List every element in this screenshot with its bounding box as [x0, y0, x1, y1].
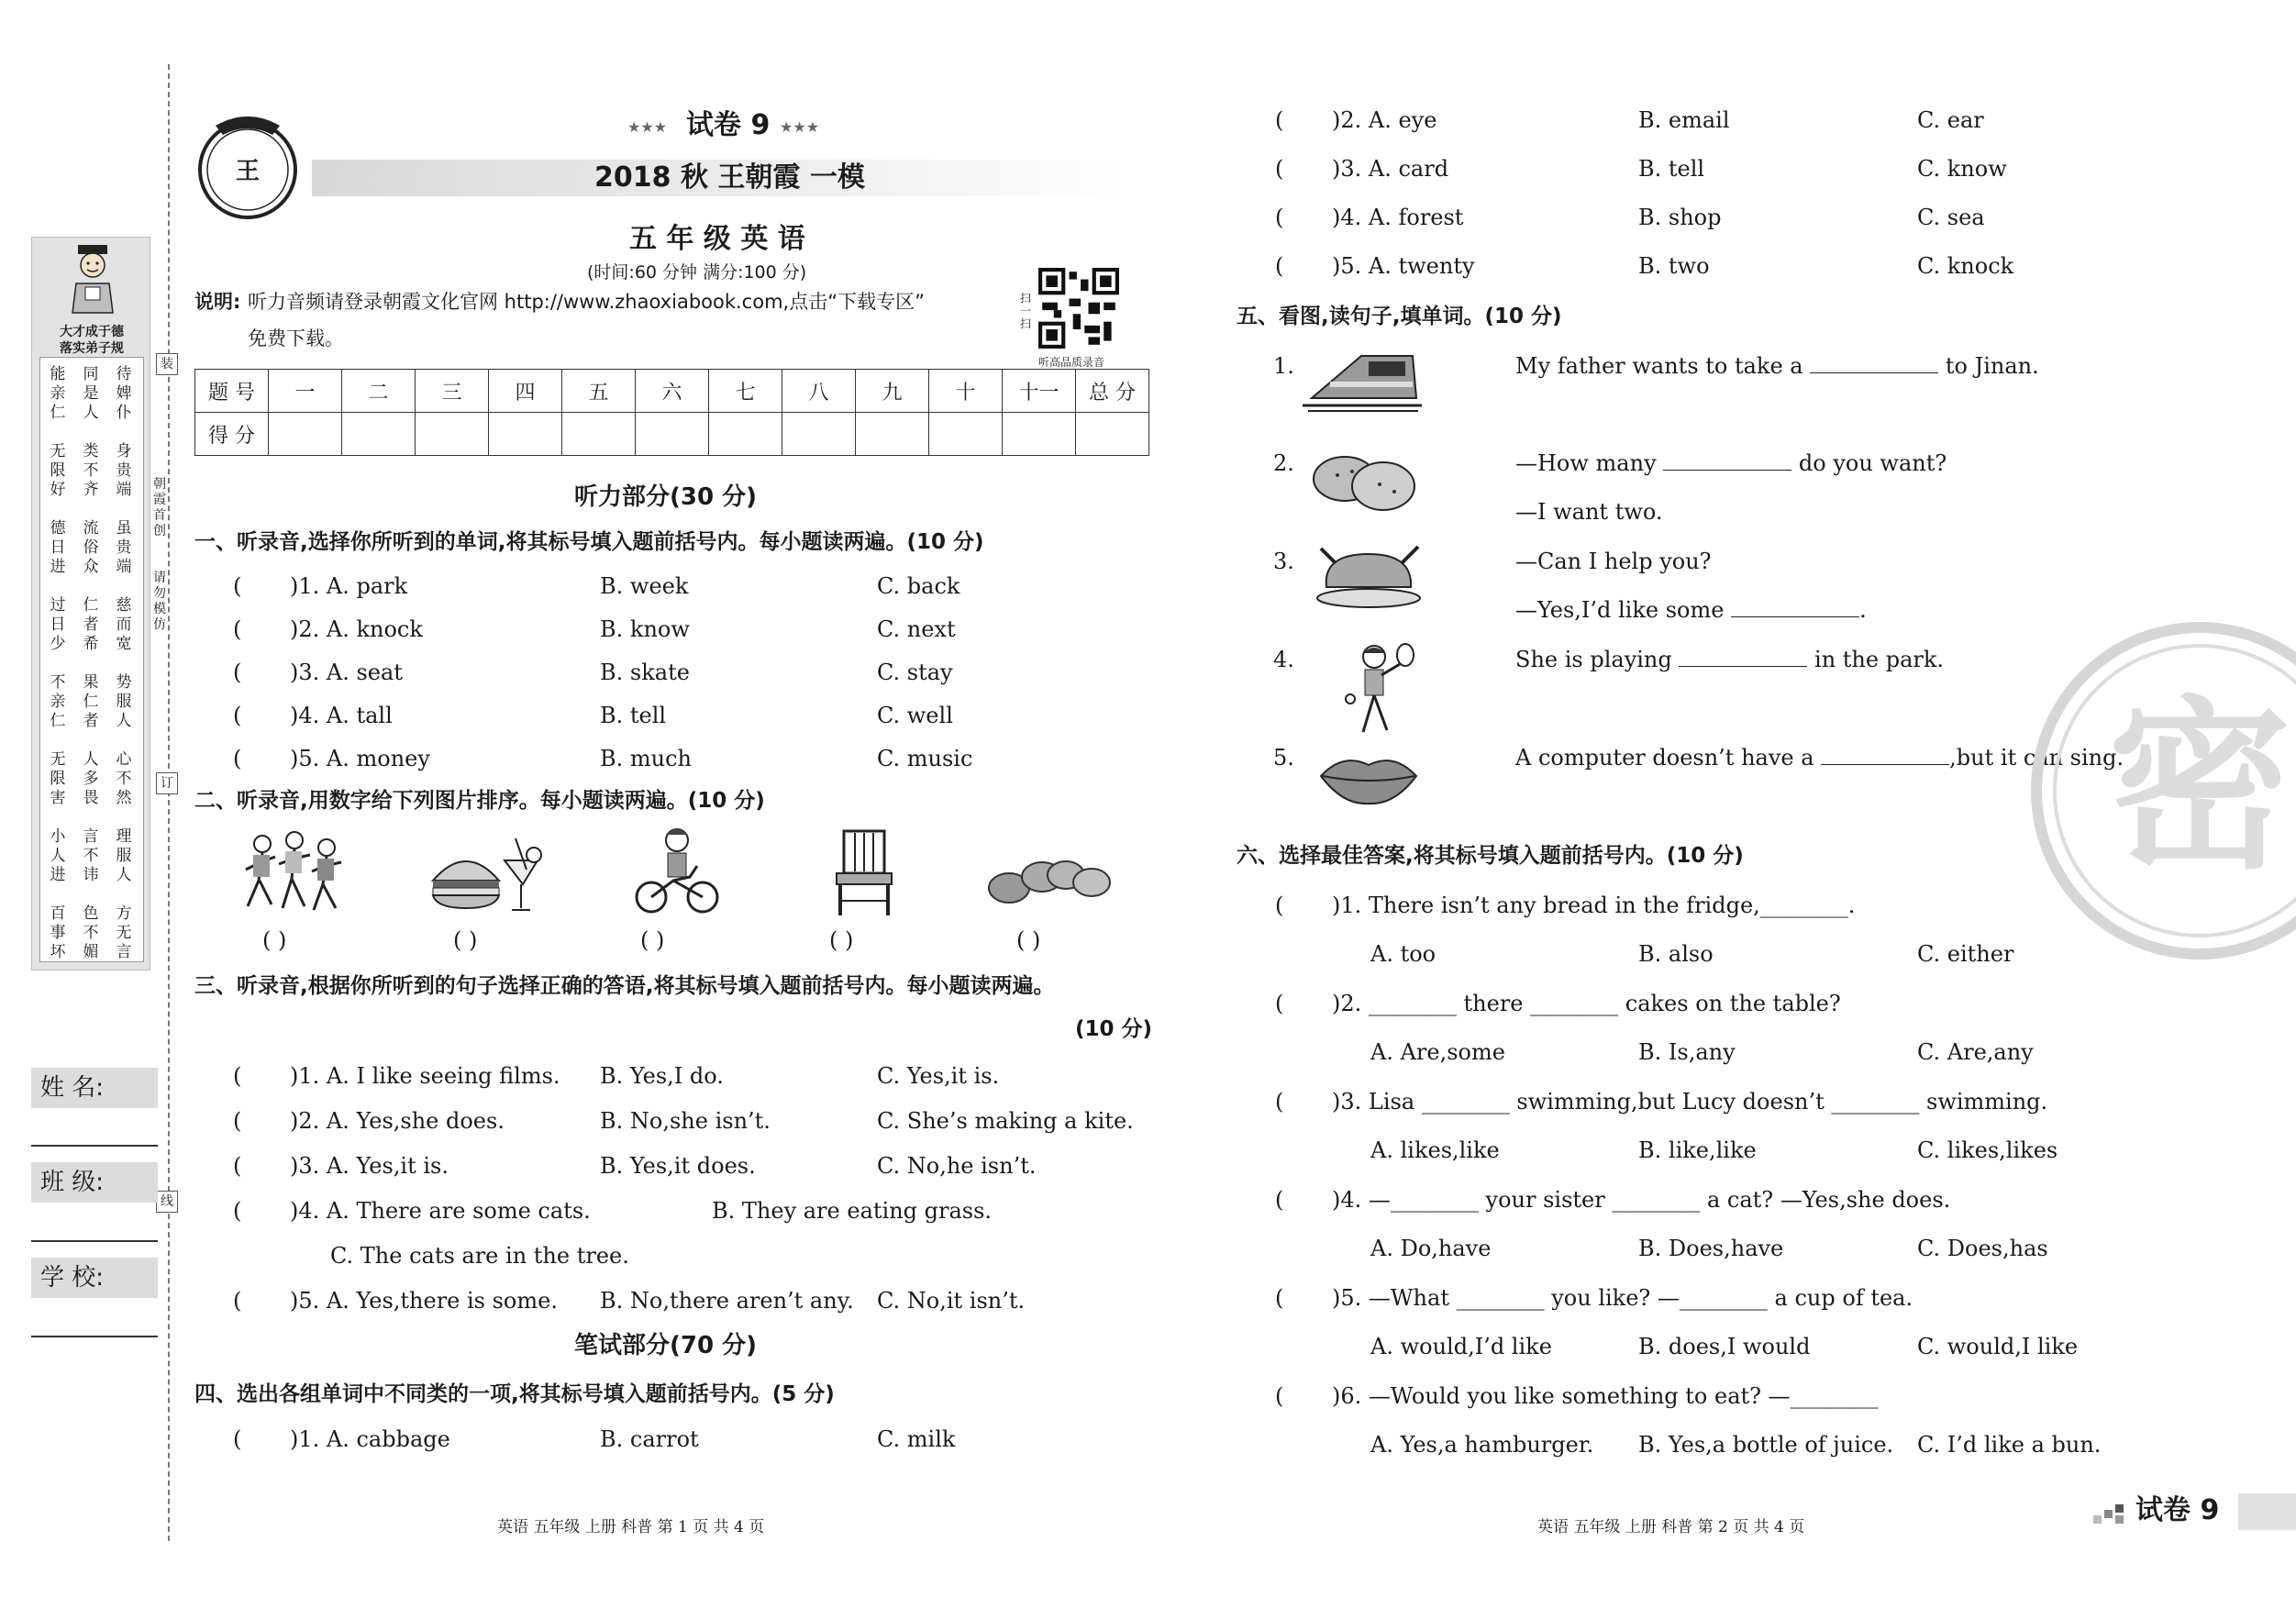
sentence-text: My father wants to take a [1515, 353, 1811, 379]
fill-sentence [1515, 352, 2039, 380]
option-a: )3. A. seat [290, 660, 403, 685]
lips-icon [1317, 749, 1420, 807]
sentence-text: . [1859, 597, 1867, 623]
score-input-cell[interactable] [782, 413, 856, 456]
table-row [195, 370, 1149, 413]
option-c: C. know [1917, 156, 2007, 182]
section-2-title: 二、听录音,用数字给下列图片排序。每小题读两遍。(10 分) [194, 789, 765, 813]
motto-columns [39, 357, 144, 962]
motto-column: 同是人 类不齐 流俗众 仁者希 果仁者 人多畏 言不讳 色不媚 [83, 365, 99, 961]
fill-sentence [1515, 596, 1867, 624]
sentence-text: —How many [1515, 450, 1664, 476]
answer-bracket[interactable]: ( [233, 660, 242, 685]
option-c: C. sea [1917, 205, 1985, 230]
stars-right-icon: ★★★ [780, 118, 820, 136]
table-cell: 四 [489, 370, 562, 413]
answer-bracket[interactable]: ( [1275, 1187, 1284, 1213]
answer-bracket[interactable]: ( [1275, 253, 1284, 279]
table-cell: 三 [416, 370, 489, 413]
class-field[interactable] [31, 1240, 158, 1242]
writing-heading: 笔试部分(70 分) [574, 1332, 757, 1359]
sentence-text: —Can I help you? [1515, 549, 1712, 574]
option-b: B. carrot [600, 1426, 699, 1452]
vertical-note-no-copy: 请勿模仿 [153, 571, 166, 632]
answer-bracket[interactable]: ( [233, 1426, 242, 1452]
sentence-text: A computer doesn’t have a [1515, 745, 1822, 771]
picture-answer-blank[interactable]: ( ) [262, 927, 287, 953]
corner-squares-icon [2093, 1504, 2130, 1525]
option-b: B. They are eating grass. [712, 1198, 993, 1224]
footer-page-1: 英语 五年级 上册 科普 第 1 页 共 4 页 [497, 1518, 765, 1536]
score-input-cell[interactable] [269, 413, 342, 456]
score-input-cell[interactable] [1076, 413, 1149, 456]
time-info: (时间:60 分钟 满分:100 分) [587, 262, 807, 283]
svg-text:密: 密 [2107, 681, 2292, 894]
answer-blank[interactable] [1821, 745, 1949, 765]
sentence-text: do you want? [1791, 450, 1947, 476]
option-a: A. likes,like [1370, 1137, 1500, 1163]
stars-left-icon: ★★★ [627, 118, 668, 136]
option-c: C. ear [1917, 107, 1984, 133]
slogan-bottom: 落实弟子规 [60, 341, 124, 356]
option-a: )4. A. forest [1332, 205, 1464, 230]
answer-bracket[interactable]: ( [233, 746, 242, 771]
picture-answer-blank[interactable]: ( ) [453, 927, 478, 953]
option-b: B. does,I would [1638, 1334, 1811, 1359]
binding-seal-ding: 订 [156, 772, 178, 794]
option-b: B. much [600, 746, 693, 771]
option-a: A. Are,some [1370, 1039, 1505, 1065]
answer-blank[interactable] [1679, 647, 1807, 667]
answer-bracket[interactable]: ( [1275, 893, 1284, 918]
sentence-text: —I want two. [1515, 499, 1663, 525]
vertical-note-original: 朝霞首创 [153, 477, 166, 538]
option-c: C. either [1917, 941, 2014, 967]
boy-on-bike-icon [633, 826, 720, 917]
sentence-text: She is playing [1515, 647, 1680, 672]
answer-bracket[interactable]: ( [1275, 1089, 1284, 1115]
option-b: B. Is,any [1638, 1039, 1736, 1065]
hamburger-and-juice-icon [427, 833, 547, 920]
answer-bracket[interactable]: ( [233, 1108, 242, 1134]
table-header-cell: 题 号 [195, 370, 269, 413]
option-a: )1. A. I like seeing films. [290, 1063, 560, 1089]
note-text-2: 免费下载。 [248, 327, 344, 349]
question-text: )5. —What ________ you like? —________ a cup of tea. [1332, 1285, 1913, 1311]
option-c: C. well [877, 703, 953, 728]
option-a: )5. A. Yes,there is some. [290, 1288, 558, 1314]
score-input-cell[interactable] [709, 413, 782, 456]
qr-caption: 听高品质录音 [1038, 356, 1105, 369]
option-c: C. Are,any [1917, 1039, 2034, 1065]
option-b: B. No,she isn’t. [600, 1108, 771, 1134]
option-b: B. like,like [1638, 1137, 1757, 1163]
corner-tag-bar [2238, 1493, 2296, 1530]
answer-blank[interactable] [1731, 597, 1859, 617]
item-number: 4. [1273, 647, 1294, 672]
sentence-text: ,but it can sing. [1949, 745, 2124, 771]
eggs-icon [985, 857, 1114, 908]
secret-stamp-icon [2025, 616, 2296, 965]
answer-bracket[interactable]: ( [233, 616, 242, 642]
chair-icon [831, 827, 897, 919]
option-b: B. No,there aren’t any. [600, 1288, 854, 1314]
question-text: )3. Lisa ________ swimming,but Lucy doesn’t ________ swimming. [1332, 1089, 2048, 1115]
answer-bracket[interactable]: ( [233, 703, 242, 728]
exam-title: 2018 秋 王朝霞 一模 [594, 161, 865, 194]
option-b: B. tell [600, 703, 667, 728]
fill-sentence [1515, 646, 1944, 673]
table-cell: 十一 [1003, 370, 1076, 413]
option-b: B. skate [600, 660, 690, 685]
table-cell: 七 [709, 370, 782, 413]
answer-bracket[interactable]: ( [233, 1153, 242, 1179]
answer-bracket[interactable]: ( [233, 1288, 242, 1314]
publisher-logo-icon [188, 105, 307, 225]
option-a: )4. A. There are some cats. [290, 1198, 591, 1224]
option-c: C. milk [877, 1426, 956, 1452]
option-c: C. stay [877, 660, 953, 685]
answer-blank[interactable] [1663, 450, 1791, 471]
picture-answer-blank[interactable]: ( ) [1016, 927, 1041, 953]
roast-chicken-icon [1314, 541, 1424, 611]
table-header-cell: 得 分 [195, 413, 269, 456]
table-cell: 二 [342, 370, 416, 413]
option-c: C. The cats are in the tree. [330, 1243, 629, 1269]
motto-column: 能亲仁 无限好 德日进 过日少 不亲仁 无限害 小人进 百事坏 [50, 365, 66, 961]
answer-bracket[interactable]: ( [1275, 205, 1284, 230]
section-1-title: 一、听录音,选择你所听到的单词,将其标号填入题前括号内。每小题读两遍。(10 分) [194, 530, 984, 554]
table-cell: 一 [269, 370, 342, 413]
option-b: B. Yes,a bottle of juice. [1638, 1432, 1894, 1458]
slogan-top: 大才成于德 [60, 325, 124, 339]
footer-page-2: 英语 五年级 上册 科普 第 2 页 共 4 页 [1537, 1518, 1805, 1536]
motto-column: 待婢仆 身贵端 虽贵端 慈而宽 势服人 心不然 理服人 方无言 [116, 365, 132, 961]
score-input-cell[interactable] [636, 413, 709, 456]
note-text: 听力音频请登录朝霞文化官网 http://www.zhaoxiabook.com,点击“下载专区” [248, 291, 925, 313]
picture-answer-blank[interactable]: ( ) [829, 927, 854, 953]
option-c: C. Yes,it is. [877, 1063, 1000, 1089]
score-input-cell[interactable] [562, 413, 636, 456]
subject-title: 五 年 级 英 语 [629, 223, 805, 255]
section-3-score: (10 分) [1075, 1017, 1153, 1041]
score-input-cell[interactable] [489, 413, 562, 456]
answer-bracket[interactable]: ( [1275, 107, 1284, 133]
section-5-title: 五、看图,读句子,填单词。(10 分) [1237, 305, 1562, 328]
option-a: A. too [1370, 941, 1436, 967]
option-c: C. likes,likes [1917, 1137, 2058, 1163]
item-number: 5. [1273, 745, 1294, 771]
option-b: B. two [1638, 253, 1710, 279]
answer-bracket[interactable]: ( [1275, 1383, 1284, 1409]
sentence-text: to Jinan. [1938, 353, 2039, 379]
option-c: C. would,I like [1917, 1334, 2079, 1359]
table-cell: 九 [856, 370, 929, 413]
question-text: )2. ________ there ________ cakes on the table? [1332, 991, 1841, 1016]
paper-tag: 试卷 9 [686, 109, 771, 141]
item-number: 2. [1273, 450, 1294, 476]
fill-sentence [1515, 498, 1663, 526]
option-b: B. week [600, 573, 689, 599]
potatoes-icon [1310, 448, 1420, 514]
option-b: B. Yes,I do. [600, 1063, 724, 1089]
school-field[interactable] [31, 1336, 158, 1337]
option-c: C. I’d like a bun. [1917, 1432, 2102, 1458]
answer-bracket[interactable]: ( [233, 1063, 242, 1089]
option-a: A. Yes,a hamburger. [1370, 1432, 1594, 1458]
binding-seal-xian: 线 [156, 1191, 178, 1213]
school-label: 学 校: [31, 1258, 158, 1298]
option-c: C. knock [1917, 253, 2014, 279]
option-c: C. back [877, 573, 960, 599]
section-4-title: 四、选出各组单词中不同类的一项,将其标号填入题前括号内。(5 分) [194, 1382, 835, 1406]
score-input-cell[interactable] [416, 413, 489, 456]
option-c: C. next [877, 616, 956, 642]
fill-sentence [1515, 449, 1947, 477]
option-b: B. email [1638, 107, 1730, 133]
score-input-cell[interactable] [342, 413, 416, 456]
class-label: 班 级: [31, 1162, 158, 1203]
option-c: C. music [877, 746, 973, 771]
option-a: A. would,I’d like [1370, 1334, 1552, 1359]
option-a: )2. A. knock [290, 616, 423, 642]
svg-text:王: 王 [235, 158, 261, 185]
option-a: )3. A. Yes,it is. [290, 1153, 449, 1179]
option-c: C. Does,has [1917, 1236, 2048, 1261]
kids-running-icon [235, 827, 354, 919]
option-a: )2. A. eye [1332, 107, 1437, 133]
qr-code-icon[interactable] [1038, 268, 1119, 349]
option-b: B. Does,have [1638, 1236, 1784, 1261]
option-c: C. No,it isn’t. [877, 1288, 1026, 1314]
sentence-text: in the park. [1807, 647, 1945, 672]
table-cell: 五 [562, 370, 636, 413]
item-number: 1. [1273, 353, 1294, 379]
option-a: )3. A. card [1332, 156, 1449, 182]
sentence-text: —Yes,I’d like some [1515, 597, 1732, 623]
section-3-title: 三、听录音,根据你所听到的句子选择正确的答语,将其标号填入题前括号内。每小题读两遍。 [194, 974, 1055, 998]
option-a: )1. A. cabbage [290, 1426, 450, 1452]
option-b: B. know [600, 616, 690, 642]
section-6-title: 六、选择最佳答案,将其标号填入题前括号内。(10 分) [1237, 844, 1744, 868]
question-text: )6. —Would you like something to eat? —________ [1332, 1383, 1879, 1409]
option-b: B. shop [1638, 205, 1722, 230]
train-icon [1303, 345, 1422, 413]
answer-bracket[interactable]: ( [1275, 156, 1284, 182]
note-label: 说明: [194, 291, 241, 313]
question-text: )1. There isn’t any bread in the fridge,________. [1332, 893, 1856, 918]
option-a: )2. A. Yes,she does. [290, 1108, 505, 1134]
score-input-cell[interactable] [1003, 413, 1076, 456]
table-row [195, 413, 1149, 456]
table-cell: 六 [636, 370, 709, 413]
option-c: C. No,he isn’t. [877, 1153, 1037, 1179]
option-b: B. also [1638, 941, 1714, 967]
option-a: )4. A. tall [290, 703, 393, 728]
option-b: B. tell [1638, 156, 1705, 182]
score-input-cell[interactable] [856, 413, 929, 456]
score-table [194, 369, 1149, 456]
option-a: )5. A. money [290, 746, 430, 771]
name-field[interactable] [31, 1145, 158, 1147]
answer-bracket[interactable]: ( [233, 1198, 242, 1224]
corner-paper-tag: 试卷 9 [2135, 1494, 2220, 1526]
score-input-cell[interactable] [929, 413, 1003, 456]
table-cell: 八 [782, 370, 856, 413]
binding-dashed-line [168, 64, 170, 1541]
question-text: )4. —________ your sister ________ a cat? —Yes,she does. [1332, 1187, 1951, 1213]
listening-heading: 听力部分(30 分) [574, 483, 757, 511]
answer-bracket[interactable]: ( [233, 573, 242, 599]
table-cell: 总 分 [1076, 370, 1149, 413]
motto-panel [31, 237, 150, 970]
answer-blank[interactable] [1810, 353, 1938, 373]
scholar-mascot-icon [69, 243, 116, 315]
option-b: B. Yes,it does. [600, 1153, 756, 1179]
item-number: 3. [1273, 549, 1294, 574]
picture-answer-blank[interactable]: ( ) [640, 927, 665, 953]
name-label: 姓 名: [31, 1068, 158, 1108]
option-a: )1. A. park [290, 573, 408, 599]
binding-seal-zhuang: 装 [156, 353, 178, 375]
answer-bracket[interactable]: ( [1275, 991, 1284, 1016]
fill-sentence [1515, 548, 1712, 575]
option-a: A. Do,have [1370, 1236, 1492, 1261]
option-a: )5. A. twenty [1332, 253, 1475, 279]
table-cell: 十 [929, 370, 1003, 413]
girl-tennis-icon [1343, 642, 1416, 738]
answer-bracket[interactable]: ( [1275, 1285, 1284, 1311]
option-c: C. She’s making a kite. [877, 1108, 1134, 1134]
qr-side-text: 扫一扫 [1020, 292, 1032, 330]
